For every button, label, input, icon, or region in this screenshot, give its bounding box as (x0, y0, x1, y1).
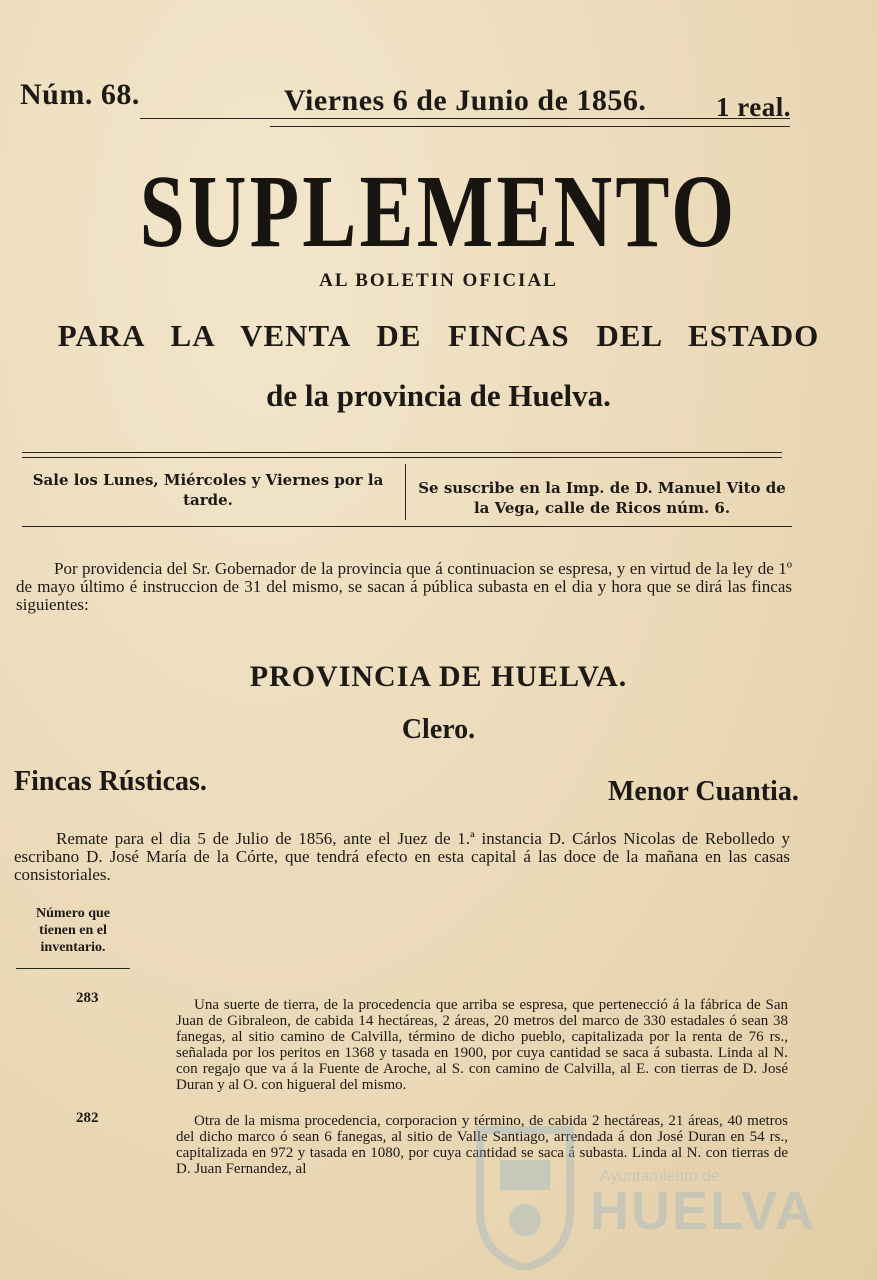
inventory-heading-rule (16, 968, 130, 969)
shield-icon (470, 1120, 580, 1270)
entry-text (176, 997, 788, 1093)
remate-text: Remate para el dia 5 de Julio de 1856, ante el Juez de 1.ª instancia D. Cárlos Nicolas de Rebolledo y escribano D. José María de la Córte, que tendrá efecto en esta capital á las doce de la mañana en las casas consistoriales. (14, 829, 790, 884)
info-divider (405, 464, 406, 520)
entry-number: 283 (76, 990, 99, 1006)
issue-number: Núm. 68. (20, 78, 140, 111)
fincas-rusticas-heading: Fincas Rústicas. (14, 766, 207, 797)
province-heading: PROVINCIA DE HUELVA. (249, 660, 628, 693)
masthead-subtitle-3: de la provincia de Huelva. (266, 378, 611, 413)
entry-number: 282 (76, 1110, 99, 1126)
info-bottom-rule (22, 526, 792, 527)
issue-price: 1 real. (716, 92, 791, 122)
subscription-info: Se suscribe en la Imp. de D. Manuel Vito de la Vega, calle de Ricos núm. 6. (418, 479, 786, 517)
intro-text: Por providencia del Sr. Gobernador de la provincia que á continuacion se espresa, y en virtud de la ley de 1º de mayo último é instruccion de 31 del mismo, se sacan á pública subasta en el dia y hora que se dirá las fincas siguientes: (16, 559, 792, 614)
header-rule-2 (270, 126, 790, 127)
entry-text-body: Una suerte de tierra, de la procedencia que arriba se espresa, que pertenecció á la fábrica de San Juan de Gibraleon, de cabida 14 hectáreas, 2 áreas, 20 metros del marco de 330 estadales ó sean 38 fanegas, al sitio camino de Calvilla, término de dicho pueblo, capitalizada por la renta de 76 rs., señalada por los peritos en 1368 y tasada en 1900, por cuya cantidad se saca á subasta. Linda al N. con regajo que va á la Fuente de Aroche, al S. con camino de Calvilla, al E. con tierras de D. José Duran y al O. con higueral del mismo. (176, 997, 788, 1093)
intro-paragraph (16, 560, 792, 614)
info-top-rule (22, 452, 782, 453)
menor-cuantia-heading: Menor Cuantia. (608, 776, 799, 807)
masthead-title: SUPLEMENTO (139, 154, 738, 269)
remate-paragraph (14, 830, 790, 884)
watermark-line-1: Ayuntamiento de (600, 1168, 720, 1185)
header-rule (140, 118, 790, 119)
watermark (470, 1120, 870, 1270)
info-top-rule-2 (22, 457, 782, 458)
entry-text-body: Otra de la misma procedencia, corporacion y término, de cabida 2 hectáreas, 21 áreas, 40 metros del dicho marco ó sean 6 fanegas, al sitio de Valle Santiago, arrendada á don José Duran en 54 rs., capitalizada en 972 y tasada en 1080, por cuya cantidad se saca á subasta. Linda al N. con tierras de D. Juan Fernandez, al (176, 1113, 788, 1177)
masthead-subtitle-2: PARA LA VENTA DE FINCAS DEL ESTADO (57, 318, 820, 353)
issue-date: Viernes 6 de Junio de 1856. (284, 84, 647, 117)
inventory-number-heading: Número que tienen en el inventario. (35, 906, 111, 955)
masthead-subtitle-1: AL BOLETIN OFICIAL (319, 270, 558, 291)
watermark-line-2: HUELVA (590, 1181, 816, 1241)
category-heading: Clero. (401, 714, 476, 745)
schedule-info: Sale los Lunes, Miércoles y Viernes por la tarde. (32, 471, 384, 509)
